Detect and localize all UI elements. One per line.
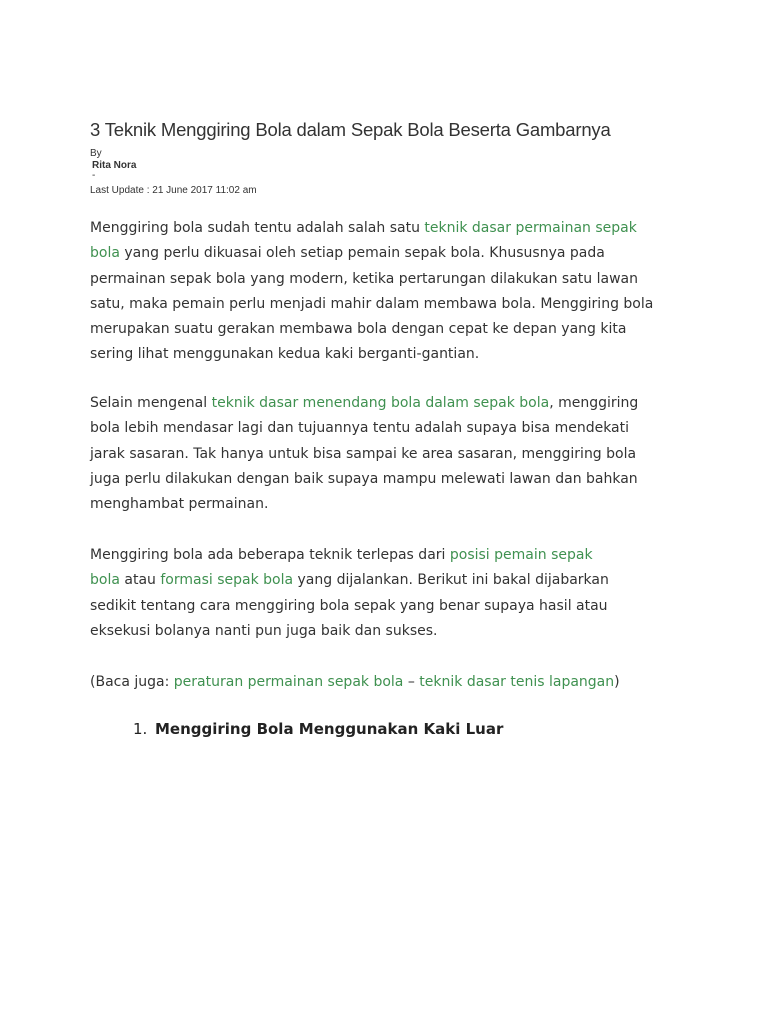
paragraph-line: bola lebih mendasar lagi dan tujuannya tentu adalah supaya bisa mendekati (90, 420, 630, 437)
paragraph-line: sedikit tentang cara menggiring bola sepak yang benar supaya hasil atau (90, 597, 608, 614)
paragraph-line: sering lihat menggunakan kedua kaki berganti-gantian. (90, 346, 480, 363)
text-run: yang perlu dikuasai oleh setiap pemain sepak bola. Khususnya pada (119, 245, 605, 262)
link-teknik-tenis[interactable]: teknik dasar tenis lapangan (419, 674, 615, 690)
paragraph-line (90, 543, 690, 568)
paragraph-line: merupakan suatu gerakan membawa bola dengan cepat ke depan yang kita (90, 321, 627, 338)
link-posisi-pemain[interactable]: posisi pemain sepak (449, 547, 593, 563)
paragraph-baca-juga (90, 670, 690, 695)
byline-separator: - (92, 170, 96, 181)
paragraph-line (90, 568, 690, 593)
paragraph-line: juga perlu dilakukan dengan baik supaya mampu melewati lawan dan bahkan (90, 470, 638, 487)
paragraph-line: jarak sasaran. Tak hanya untuk bisa sampai ke area sasaran, menggiring bola (90, 445, 637, 462)
numbered-list (133, 720, 503, 738)
link-formasi-sepak-bola[interactable]: formasi sepak bola (160, 572, 294, 589)
link-teknik-dasar-permainan[interactable]: teknik dasar permainan sepak (424, 220, 637, 236)
byline-label: By (90, 148, 102, 159)
link-teknik-menendang[interactable]: teknik dasar menendang bola dalam sepak bola (211, 395, 550, 411)
text-run: , menggiring (549, 395, 639, 411)
link-posisi-pemain-cont[interactable]: bola (90, 572, 120, 589)
text-run: ) (614, 674, 620, 690)
paragraph-line: eksekusi bolanya nanti pun juga baik dan sukses. (90, 622, 438, 639)
paragraph-menendang (90, 391, 690, 517)
text-run: Selain mengenal (90, 395, 212, 411)
paragraph-line: menghambat permainan. (90, 496, 269, 513)
text-run: – (403, 674, 420, 690)
paragraph-line (90, 391, 690, 416)
paragraph-line (90, 670, 690, 695)
link-peraturan-permainan[interactable]: peraturan permainan sepak bola (173, 674, 404, 690)
text-run: Menggiring bola ada beberapa teknik terlepas dari (90, 547, 450, 563)
article-title: 3 Teknik Menggiring Bola dalam Sepak Bola Beserta Gambarnya (90, 119, 611, 140)
text-run: Menggiring bola sudah tentu adalah salah satu (90, 220, 425, 236)
paragraph-line: satu, maka pemain perlu menjadi mahir dalam membawa bola. Menggiring bola (90, 295, 654, 312)
paragraph-line: permainan sepak bola yang modern, ketika pertarungan dilakukan satu lawan (90, 270, 638, 287)
paragraph-intro (90, 216, 690, 368)
link-teknik-dasar-permainan-cont[interactable]: bola (90, 245, 120, 262)
list-item-heading: Menggiring Bola Menggunakan Kaki Luar (155, 720, 504, 738)
list-item (133, 720, 503, 738)
text-run: yang dijalankan. Berikut ini bakal dijabarkan (293, 572, 609, 589)
author-name[interactable]: Rita Nora (92, 160, 137, 171)
paragraph-line (90, 241, 690, 266)
list-item-number: 1. (133, 720, 148, 738)
paragraph-line (90, 216, 690, 241)
text-run: (Baca juga: (90, 674, 174, 690)
paragraph-teknik (90, 543, 690, 644)
text-run: atau (119, 572, 161, 589)
last-update: Last Update : 21 June 2017 11:02 am (90, 185, 257, 196)
